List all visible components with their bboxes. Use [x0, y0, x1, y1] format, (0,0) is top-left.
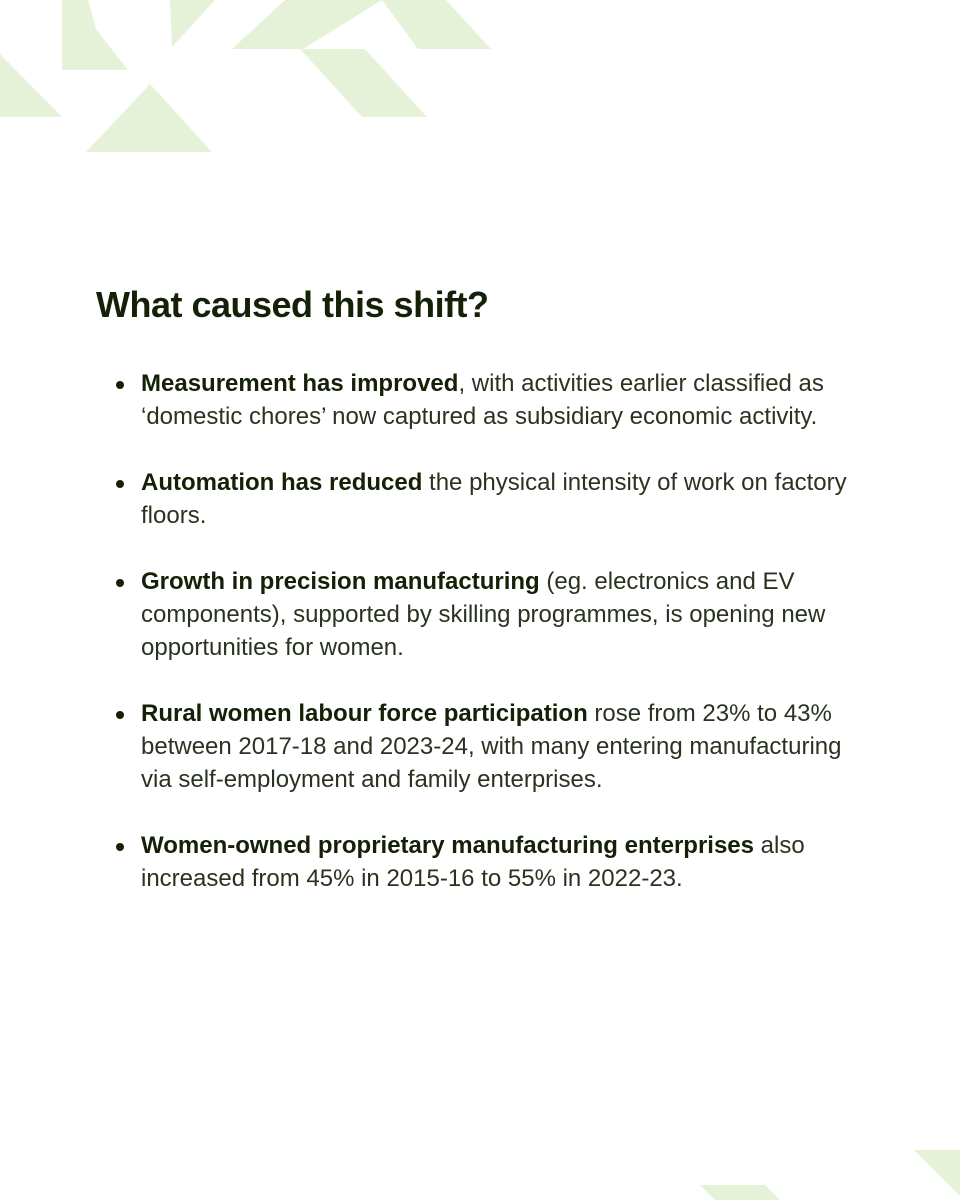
bullet-text: also increased from 45% in 2015-16 to 55% in 2022-23.: [141, 832, 805, 892]
bullet-bold: Automation has reduced: [141, 469, 423, 496]
bullet-dot: [116, 579, 124, 587]
list-item: [96, 829, 876, 895]
bullet-dot: [116, 843, 124, 851]
list-item: [96, 697, 876, 796]
bullet-bold: Women-owned proprietary manufacturing enterprises: [141, 832, 754, 859]
list-item: [96, 565, 876, 664]
content: [96, 283, 876, 928]
bullet-text: (eg. electronics and EV components), supported by skilling programmes, is opening new opportunities for women.: [141, 568, 826, 661]
bullet-bold: Growth in precision manufacturing: [141, 568, 540, 595]
bullet-bold: Rural women labour force participation: [141, 700, 588, 727]
bullet-list: [96, 367, 876, 895]
bullet-dot: [116, 381, 124, 389]
page-title: What caused this shift?: [96, 284, 489, 325]
bullet-text: , with activities earlier classified as ‘domestic chores’ now captured as subsidiary economic activity.: [141, 370, 824, 430]
bullet-dot: [116, 480, 124, 488]
bullet-text: the physical intensity of work on factory floors.: [141, 469, 847, 529]
list-item: [96, 466, 876, 532]
bullet-dot: [116, 711, 124, 719]
bullet-text: rose from 23% to 43% between 2017-18 and 2023-24, with many entering manufacturing via self-employment and family enterprises.: [141, 700, 842, 793]
list-item: [96, 367, 876, 433]
bullet-bold: Measurement has improved: [141, 370, 459, 397]
